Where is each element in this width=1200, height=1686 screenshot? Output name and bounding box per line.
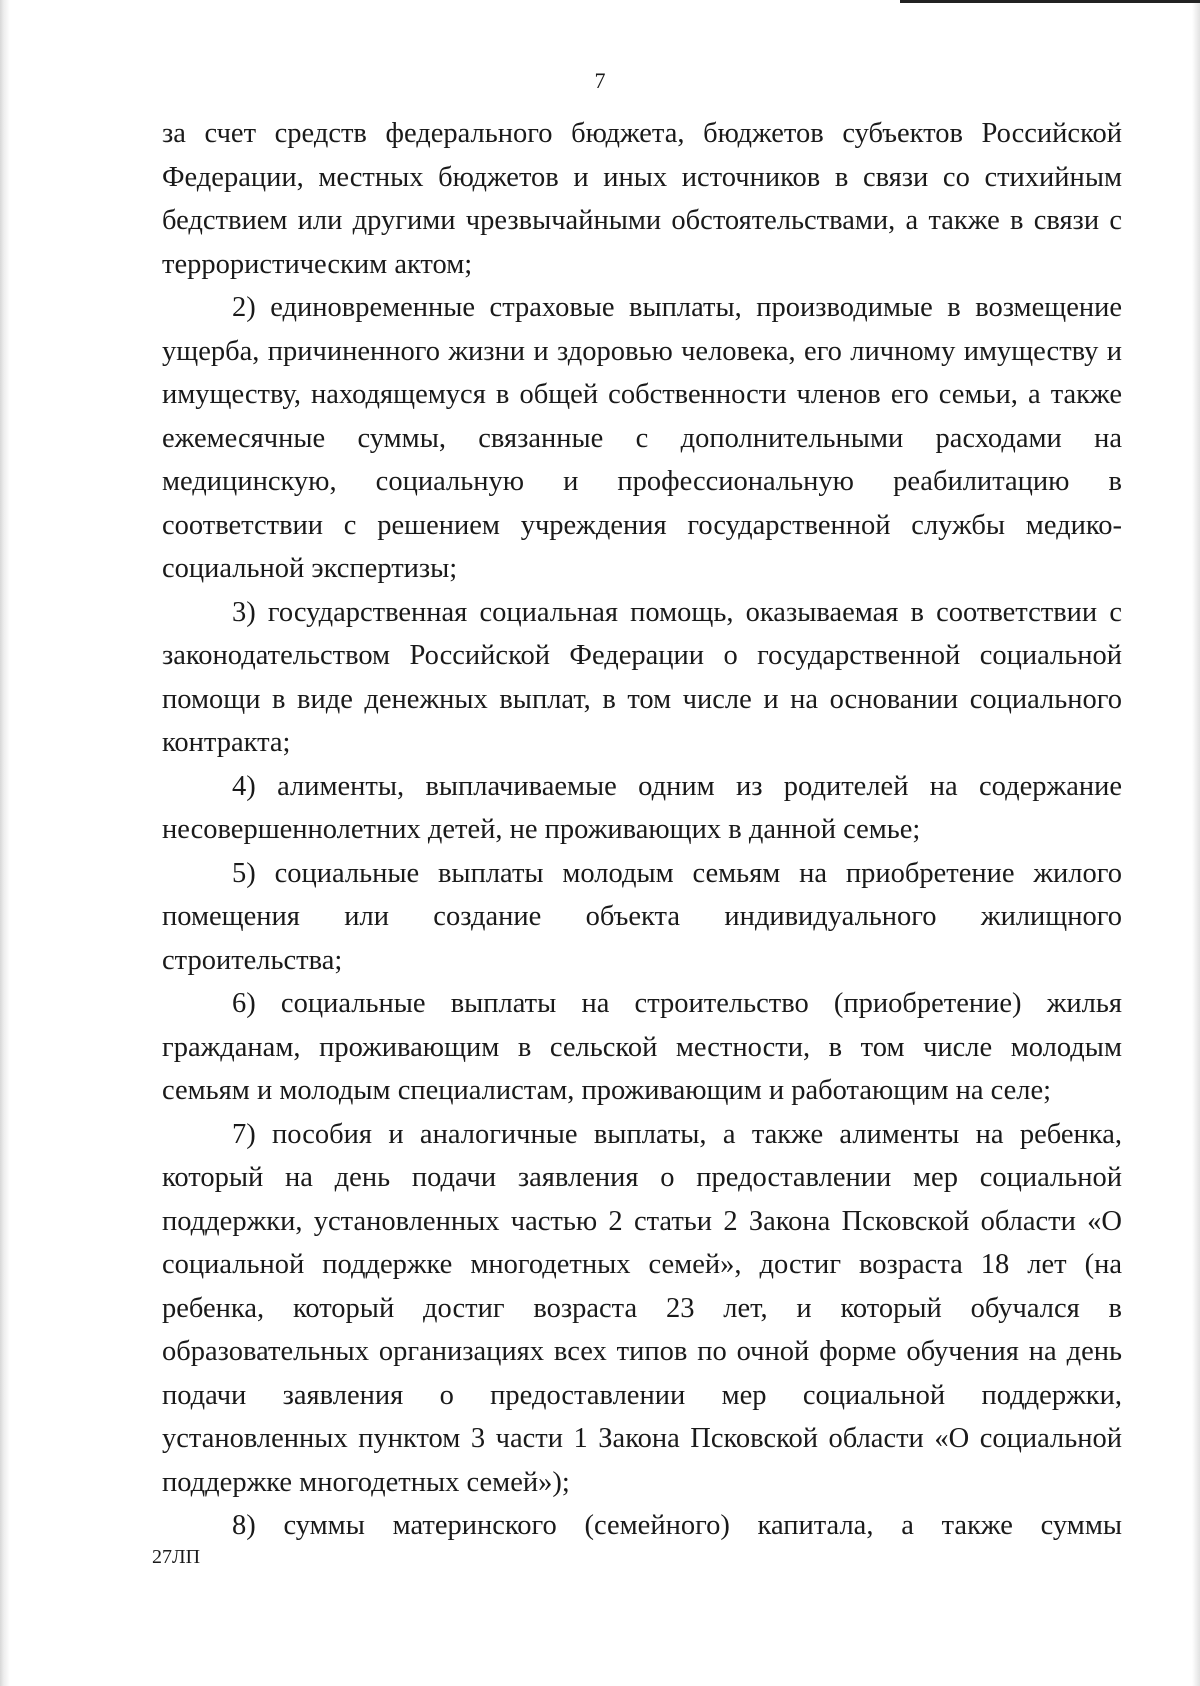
- document-body: [162, 112, 1122, 1548]
- footer-document-code: 27ЛП: [152, 1546, 201, 1568]
- paragraph-item-4: 4) алименты, выплачиваемые одним из родителей на содержание несовершеннолетних детей, не проживающих в данной семье;: [162, 770, 1122, 845]
- paragraph-item-2: 2) единовременные страховые выплаты, производимые в возмещение ущерба, причиненного жизни и здоровью человека, его личному имуществу и имуществу, находящемуся в общей собственности членов его семьи, а также ежемесячные суммы, связанные с дополнительными расходами на медицинскую, социальную и профессиональную реабилитацию в соответствии с решением учреждения государственной службы медико-социальной экспертизы;: [162, 292, 1122, 584]
- paragraph-continuation: за счет средств федерального бюджета, бюджетов субъектов Российской Федерации, местных бюджетов и иных источников в связи со стихийным бедствием или другими чрезвычайными обстоятельствами, а также в связи с террористическим актом;: [162, 118, 1122, 280]
- paragraph-item-6: 6) социальные выплаты на строительство (приобретение) жилья гражданам, проживающим в сельской местности, в том числе молодым семьям и молодым специалистам, проживающим и работающим на селе;: [162, 988, 1122, 1106]
- paragraph-item-3: 3) государственная социальная помощь, оказываемая в соответствии с законодательством Российской Федерации о государственной социальной помощи в виде денежных выплат, в том числе и на основании социального контракта;: [162, 596, 1122, 758]
- paragraph-item-7: 7) пособия и аналогичные выплаты, а также алименты на ребенка, который на день подачи заявления о предоставлении мер социальной поддержки, установленных частью 2 статьи 2 Закона Псковской области «О социальной поддержке многодетных семей», достиг возраста 18 лет (на ребенка, который достиг возраста 23 лет, и который обучался в образовательных организациях всех типов по очной форме обучения на день подачи заявления о предоставлении мер социальной поддержки, установленных пунктом 3 части 1 Закона Псковской области «О социальной поддержке многодетных семей»);: [162, 1118, 1122, 1498]
- scan-top-line: [900, 0, 1200, 3]
- paragraph-item-5: 5) социальные выплаты молодым семьям на приобретение жилого помещения или создание объекта индивидуального жилищного строительства;: [162, 857, 1122, 976]
- page-number: 7: [594, 68, 606, 93]
- scan-right-edge: [1192, 0, 1200, 1686]
- scan-left-edge: [0, 0, 10, 1686]
- paragraph-item-8: 8) суммы материнского (семейного) капитала, а также суммы: [232, 1510, 1122, 1541]
